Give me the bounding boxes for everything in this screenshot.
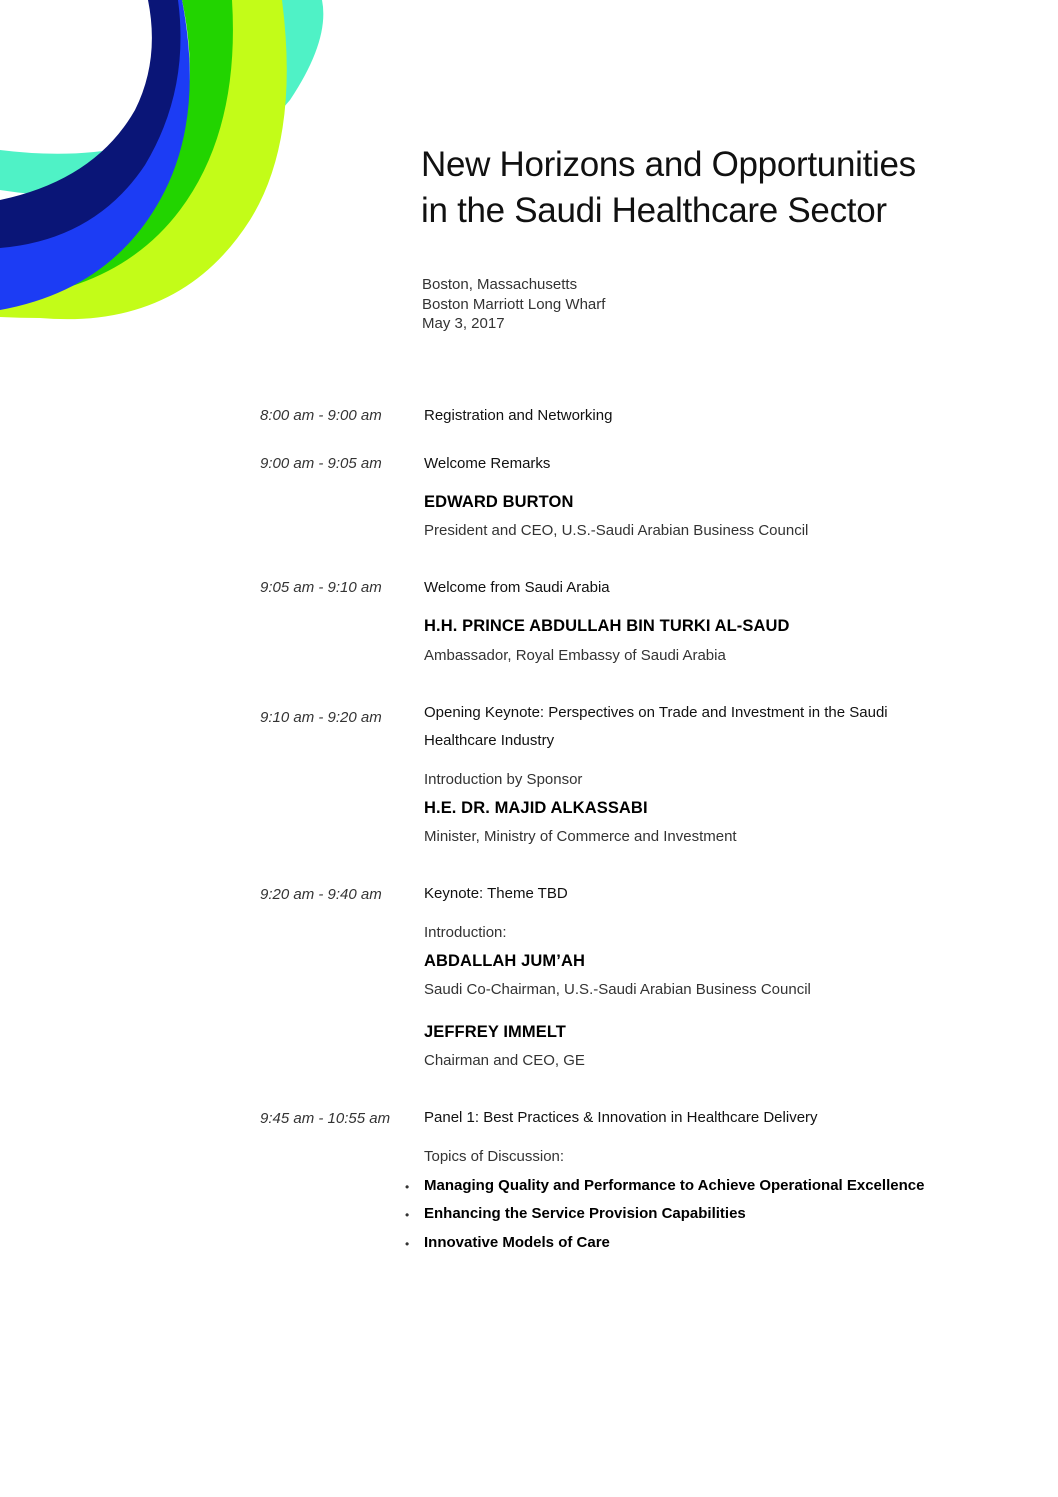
speaker-name: H.H. PRINCE ABDULLAH BIN TURKI AL-SAUD [424, 617, 790, 635]
topics-label: Topics of Discussion: [424, 1148, 565, 1165]
speaker-role: Chairman and CEO, GE [424, 1052, 585, 1069]
introduction-label: Introduction: [424, 924, 507, 941]
session-title: Welcome Remarks [424, 455, 551, 472]
speaker-role: Saudi Co-Chairman, U.S.-Saudi Arabian Business Council [424, 981, 811, 998]
session-time: 8:00 am - 9:00 am [260, 407, 382, 424]
venue-hotel: Boston Marriott Long Wharf [422, 295, 606, 313]
venue-city: Boston, Massachusetts [422, 276, 578, 293]
session-time: 9:45 am - 10:55 am [260, 1110, 391, 1127]
session-time: 9:20 am - 9:40 am [260, 886, 382, 903]
logo-arcs [0, 0, 360, 340]
bullet-icon: • [405, 1208, 410, 1222]
speaker-role: Minister, Ministry of Commerce and Investment [424, 828, 737, 845]
topic-item: Managing Quality and Performance to Achieve Operational Excellence [424, 1177, 925, 1194]
session-title-line-1: Opening Keynote: Perspectives on Trade and Investment in the Saudi [424, 704, 888, 721]
title-line-1: New Horizons and Opportunities [421, 145, 916, 184]
title-line-2: in the Saudi Healthcare Sector [421, 191, 887, 230]
speaker-role: President and CEO, U.S.-Saudi Arabian Business Council [424, 522, 809, 539]
bullet-icon: • [405, 1237, 410, 1251]
introduction-label: Introduction by Sponsor [424, 771, 583, 788]
session-title-line-2: Healthcare Industry [424, 732, 555, 749]
venue-block [422, 275, 605, 334]
venue-date: May 3, 2017 [422, 315, 505, 332]
speaker-name: ABDALLAH JUM’AH [424, 952, 585, 970]
session-time: 9:00 am - 9:05 am [260, 455, 382, 472]
speaker-name: H.E. DR. MAJID ALKASSABI [424, 799, 648, 817]
session-title: Keynote: Theme TBD [424, 885, 568, 902]
session-title: Panel 1: Best Practices & Innovation in Healthcare Delivery [424, 1109, 818, 1126]
speaker-name: JEFFREY IMMELT [424, 1023, 566, 1041]
topic-item: Enhancing the Service Provision Capabilities [424, 1205, 746, 1222]
session-title: Welcome from Saudi Arabia [424, 579, 610, 596]
session-time: 9:10 am - 9:20 am [260, 709, 382, 726]
speaker-name: EDWARD BURTON [424, 493, 574, 511]
bullet-icon: • [405, 1180, 410, 1194]
page-title [421, 142, 1021, 234]
topic-item: Innovative Models of Care [424, 1234, 610, 1251]
speaker-role: Ambassador, Royal Embassy of Saudi Arabia [424, 647, 726, 664]
session-time: 9:05 am - 9:10 am [260, 579, 382, 596]
session-title: Registration and Networking [424, 407, 613, 424]
